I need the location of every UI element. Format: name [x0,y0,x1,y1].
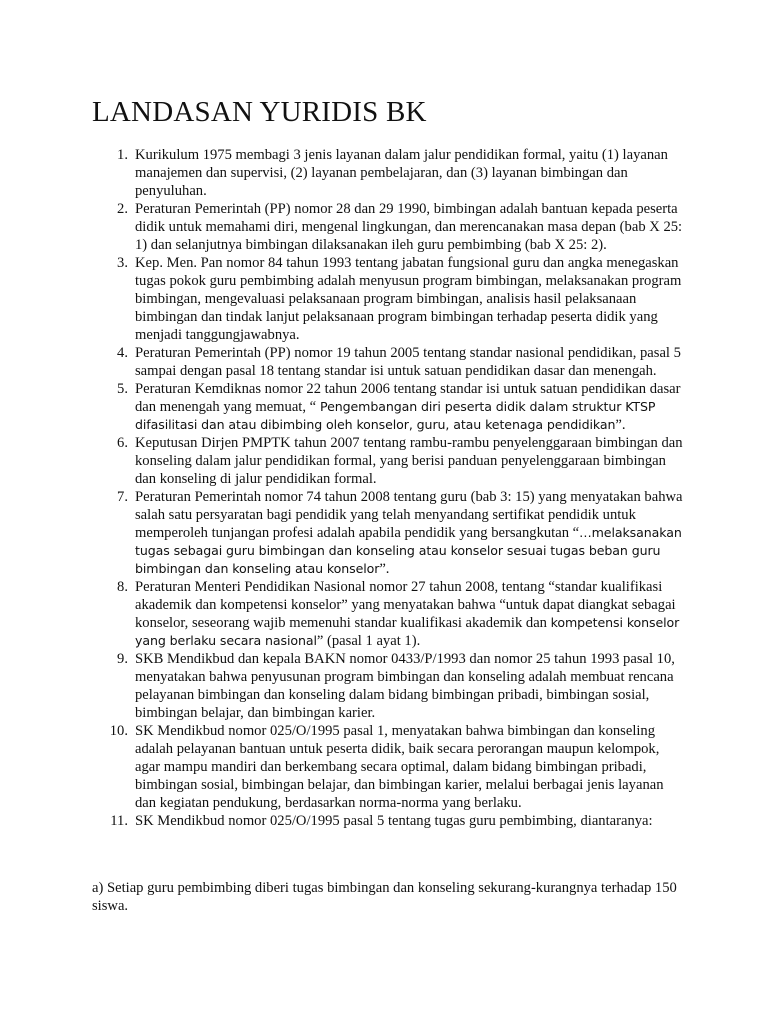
list-item-text-tail: ”. [615,417,626,433]
list-item-number: 9. [117,651,128,667]
list-item-text [135,380,684,434]
list-item-text [135,488,684,578]
list-item [92,812,684,830]
list-item [92,200,684,254]
list-item-number: 6. [117,435,128,451]
list-item-text [135,578,684,650]
quoted-text: kompetensi konselor yang berlaku secara nasional [135,615,680,648]
list-item [92,344,684,380]
list-item-number: 11. [110,813,128,829]
list-item-text: Keputusan Dirjen PMPTK tahun 2007 tentang rambu-rambu penyelenggaraan bimbingan dan konseling dalam jalur pendidikan formal, yang berisi panduan penyelenggaraan bimbingan dan konseling di jalur pendidikan formal. [135,435,683,487]
list-item-text: SK Mendikbud nomor 025/O/1995 pasal 1, menyatakan bahwa bimbingan dan konseling adalah pelayanan bantuan untuk peserta didik, baik secara perorangan maupun kelompok, agar mampu mandiri dan berkembang secara optimal, dalam bidang bimbingan pribadi, bimbingan sosial, bimbingan belajar, dan bimbingan karier, melalui berbagai jenis layanan dan kegiatan pendukung, berdasarkan norma-norma yang berlaku. [135,723,664,811]
list-item-number: 10. [109,723,128,739]
document-title: LANDASAN YURIDIS BK [92,96,427,128]
list-item-text: SK Mendikbud nomor 025/O/1995 pasal 5 tentang tugas guru pembimbing, diantaranya: [135,813,653,829]
list-item-text-lead: Peraturan Pemerintah nomor 74 tahun 2008 tentang guru (bab 3: 15) yang menyatakan bahwa salah satu persyaratan bagi pendidik yang telah menyandang sertifikat pendidik untuk memperoleh tunjangan profesi adalah apabila pendidik yang bersangkutan “ [135,489,683,541]
list-item-text-tail: ” (pasal 1 ayat 1). [316,633,421,649]
list-item-number: 5. [117,381,128,397]
quoted-text: Pengembangan diri peserta didik dalam struktur KTSP difasilitasi dan atau dibimbing oleh konselor, guru, atau ketenaga pendidikan [135,399,656,432]
list-item-number: 7. [117,489,128,505]
list-item [92,380,684,434]
list-item [92,254,684,344]
list-item-number: 2. [117,201,128,217]
list-item-text: SKB Mendikbud dan kepala BAKN nomor 0433/P/1993 dan nomor 25 tahun 1993 pasal 10, menyatakan bahwa penyusunan program bimbingan dan konseling adalah membuat rencana pelayanan bimbingan dan konseling dalam bidang bimbingan pribadi, bimbingan sosial, bimbingan belajar, dan bimbingan karier. [135,651,675,721]
list-item [92,434,684,488]
list-item-number: 4. [117,345,128,361]
list-item [92,488,684,578]
legal-basis-list [92,146,684,830]
list-item-text: Kurikulum 1975 membagi 3 jenis layanan dalam jalur pendidikan formal, yaitu (1) layanan manajemen dan supervisi, (2) layanan pembelajaran, dan (3) layanan bimbingan dan penyuluhan. [135,147,668,199]
list-item-text: Peraturan Pemerintah (PP) nomor 28 dan 29 1990, bimbingan adalah bantuan kepada peserta didik untuk memahami diri, mengenal lingkungan, dan merencanakan masa depan (bab X 25: 1) dan selanjutnya bimbingan dilaksanakan ileh guru pembimbing (bab X 25: 2). [135,201,683,253]
list-item-text: Kep. Men. Pan nomor 84 tahun 1993 tentang jabatan fungsional guru dan angka menegaskan tugas pokok guru pembimbing adalah menyusun program bimbingan, melaksanakan program bimbingan, mengevaluasi pelaksanaan program bimbingan, analisis hasil pelaksanaan bimbingan dan tindak lanjut pelaksanaan program bimbingan terhadap peserta didik yang menjadi tanggungjawabnya. [135,255,682,343]
list-item-text-lead: Peraturan Menteri Pendidikan Nasional nomor 27 tahun 2008, tentang “standar kualifikasi akademik dan kompetensi konselor” yang menyatakan bahwa “untuk dapat diangkat sebagai konselor, seseorang wajib memenuhi standar kualifikasi akademik dan [135,579,676,631]
list-item-number: 1. [117,147,128,163]
list-item [92,722,684,812]
list-item-text-tail: ”. [379,561,390,577]
list-item-number: 3. [117,255,128,271]
list-item [92,650,684,722]
list-item-text-lead: Peraturan Kemdiknas nomor 22 tahun 2006 tentang standar isi untuk satuan pendidikan dasar dan menengah yang memuat, “ [135,381,681,415]
list-item [92,578,684,650]
list-item-text: Peraturan Pemerintah (PP) nomor 19 tahun 2005 tentang standar nasional pendidikan, pasal 5 sampai dengan pasal 18 tentang standar isi untuk satuan pendidikan dasar dan menengah. [135,345,681,379]
sub-point-paragraph: a) Setiap guru pembimbing diberi tugas bimbingan dan konseling sekurang-kurangnya terhadap 150 siswa. [92,880,677,914]
list-item [92,146,684,200]
list-item-number: 8. [117,579,128,595]
quoted-text: …melaksanakan tugas sebagai guru bimbingan dan konseling atau konselor sesuai tugas beban guru bimbingan dan konseling atau konselor [135,525,682,576]
